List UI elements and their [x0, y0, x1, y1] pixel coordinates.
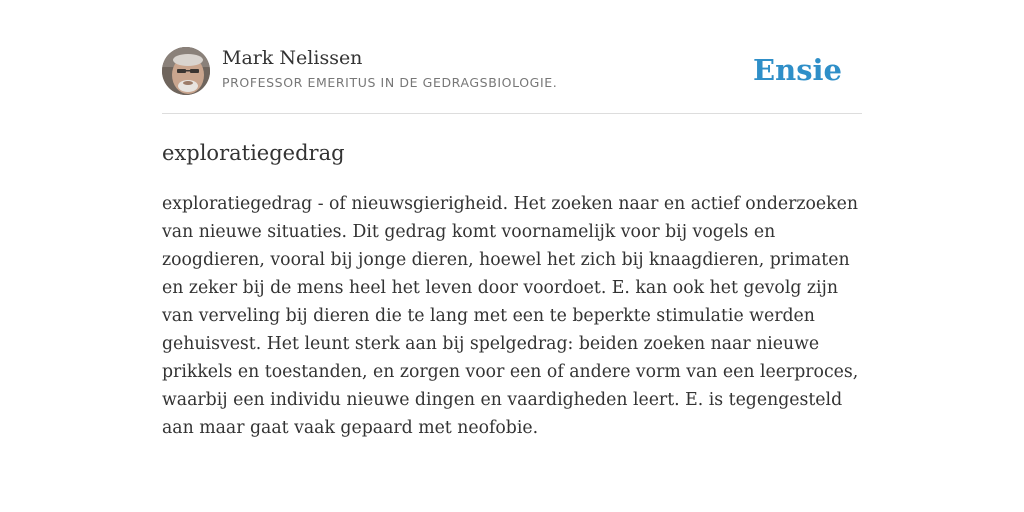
entry-title: exploratiegedrag	[162, 141, 345, 165]
entry-definition: exploratiegedrag - of nieuwsgierigheid. Het zoeken naar en actief onderzoeken van nieuwe situaties. Dit gedrag komt voornamelijk voor bij vogels en zoogdieren, vooral bij jonge dieren, hoewel het zich bij knaagdieren, primaten en zeker bij de mens heel het leven door voordoet. E. kan ook het gevolg zijn van verveling bij dieren die te lang met een te beperkte stimulatie werden gehuisvest. Het leunt sterk aan bij spelgedrag: beiden zoeken naar nieuwe prikkels en toestanden, en zorgen voor een of andere vorm van een leerproces, waarbij een individu nieuwe dingen en vaardigheden leert. E. is tegengesteld aan maar gaat vaak gepaard met neofobie.	[162, 194, 859, 438]
author-name[interactable]: Mark Nelissen	[222, 47, 363, 69]
author-avatar[interactable]	[162, 47, 210, 95]
ensie-logo[interactable]: Ensie	[753, 53, 842, 87]
author-header	[162, 46, 862, 96]
header-divider	[162, 113, 862, 114]
avatar-portrait-icon	[162, 47, 210, 95]
entry-card	[162, 0, 862, 512]
author-role: PROFESSOR EMERITUS IN DE GEDRAGSBIOLOGIE.	[222, 75, 558, 90]
